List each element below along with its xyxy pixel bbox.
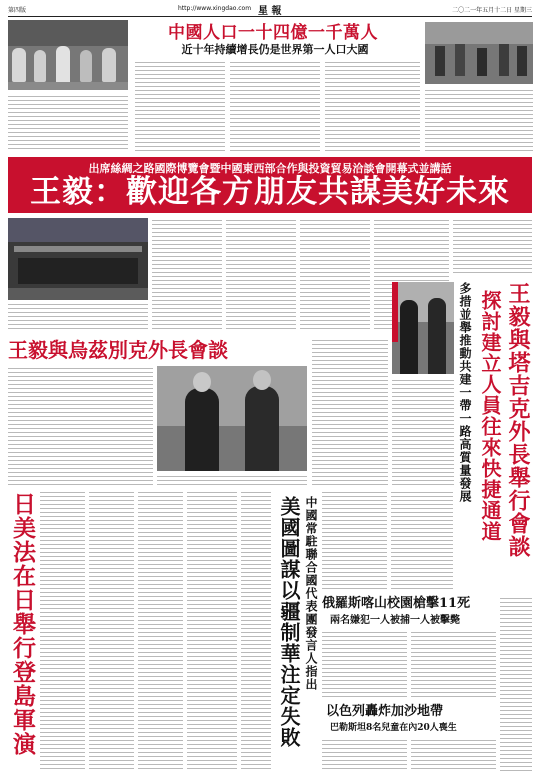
gaza-subhead: 巴勒斯坦8名兒童在內20人喪生: [330, 723, 457, 733]
un-body-col1: [187, 490, 237, 770]
japan-body-col2: [89, 490, 134, 770]
un-headline-main: 美國圖謀以疆制華注定失敗: [277, 496, 301, 748]
tajik-body-col1: [312, 338, 388, 488]
gaza-headline: 以色列轟炸加沙地帶: [326, 704, 444, 719]
banner-body-col3: [300, 218, 370, 332]
census-subhead: 近十年持續增長仍是世界第一人口大國: [181, 43, 369, 56]
banner-kicker: 出席絲綢之路國際博覽會暨中國東西部合作與投資貿易洽談會開幕式並講話: [88, 162, 452, 175]
un-headline-kicker: 中國常駐聯合國代表團發言人指出: [304, 496, 318, 691]
paper-name: 星 報: [258, 6, 282, 17]
tajik-headline-3: 多措並舉推動共建一帶一路高質量發展: [458, 282, 472, 503]
banner-box: [8, 157, 532, 213]
tajik-body-col2: [392, 378, 454, 488]
un-body-col2: [241, 490, 271, 770]
census-body-col2: [230, 60, 320, 152]
tajik-headline-2: 探討建立人員往來快捷通道: [478, 290, 502, 542]
russia-subhead: 兩名嫌犯一人被捕一人被擊斃: [330, 615, 460, 626]
conference-photo: [8, 218, 148, 300]
russia-headline: 俄羅斯喀山校園槍擊11死: [322, 596, 471, 611]
gaza-body-col2: [411, 738, 496, 770]
banner-body-col1: [152, 218, 222, 332]
right-edge-column: [500, 596, 532, 772]
page-label: 第四版: [8, 7, 27, 14]
website-url[interactable]: http://www.xingdao.com: [178, 5, 252, 12]
tajik-handshake-photo: [392, 282, 454, 374]
japan-headline: 日美法在日舉行登島軍演: [9, 492, 36, 756]
banner-headline: 王毅：歡迎各方朋友共謀美好未來: [30, 174, 510, 210]
census-body-col4: [425, 88, 533, 152]
russia-body-col2: [411, 630, 496, 700]
census-body-col3: [325, 60, 420, 152]
uzbek-handshake-photo: [157, 366, 307, 471]
uzbek-body-col1: [8, 366, 153, 486]
uzbek-photo-caption: [157, 474, 307, 486]
japan-body-col3: [138, 490, 183, 770]
census-headline: 中國人口一十四億一千萬人: [168, 23, 378, 43]
date-line: 二〇二一年五月十二日 星期三: [452, 7, 532, 14]
tajik-body-col3: [322, 490, 387, 590]
uzbek-headline: 王毅與烏茲別克外長會談: [8, 338, 228, 362]
census-caption-text: [8, 94, 128, 152]
masthead: [8, 2, 532, 17]
tajik-headline-1: 王毅與塔吉克外長舉行會談: [505, 282, 531, 558]
japan-body-col1: [40, 490, 85, 770]
gaza-body-col1: [322, 738, 407, 770]
conference-caption: [8, 302, 148, 332]
banner-body-col5: [453, 218, 532, 274]
banner-body-col2: [226, 218, 296, 332]
census-body-col1: [135, 60, 225, 152]
tajik-body-col4: [391, 490, 453, 590]
census-crowd-photo: [8, 20, 128, 90]
russia-body-col1: [322, 630, 407, 700]
census-street-photo: [425, 22, 533, 84]
